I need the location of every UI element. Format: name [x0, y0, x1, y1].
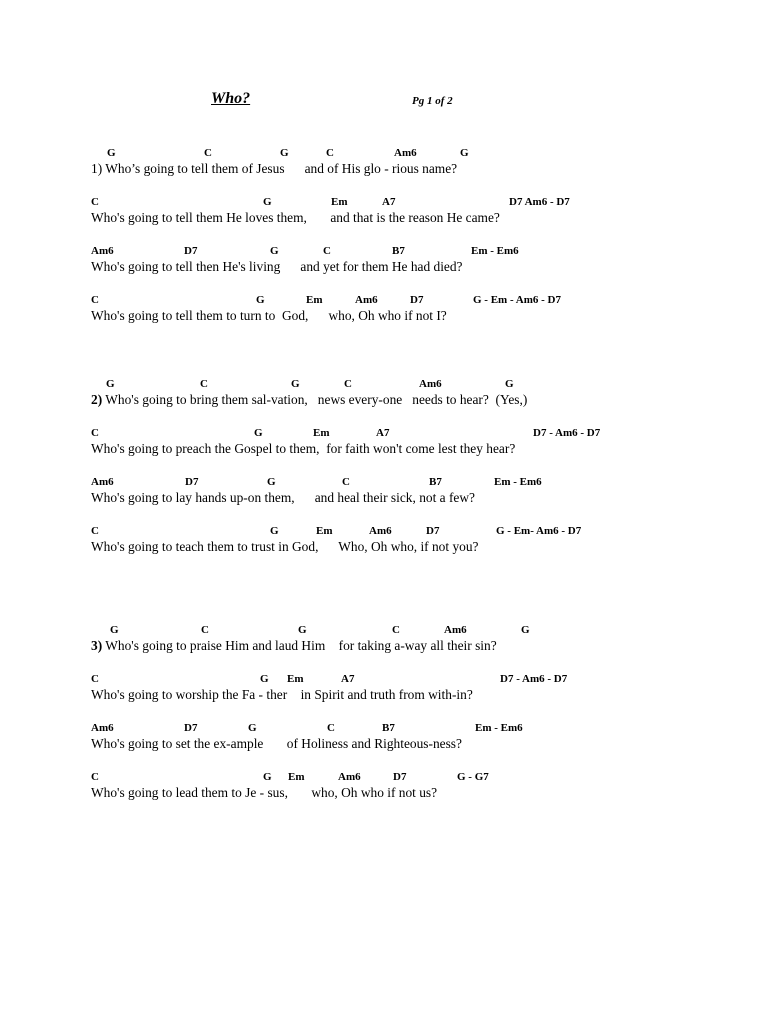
chord: G — [110, 624, 119, 636]
lyric-line — [91, 392, 527, 408]
chord: Em — [287, 673, 304, 685]
chord: A7 — [376, 427, 390, 439]
chord: C — [91, 771, 99, 783]
chord: Am6 — [91, 245, 114, 257]
chord: D7 - Am6 - D7 — [500, 673, 568, 685]
lyric-line: Who's going to preach the Gospel to them, for faith won't come lest they hear? — [91, 441, 516, 456]
chord: G — [280, 147, 289, 159]
chord: Em — [288, 771, 305, 783]
lyric-text: Who's going to praise Him and laud Him for taking a-way all their sin? — [102, 638, 497, 653]
chord: G - G7 — [457, 771, 489, 783]
chord: Em — [306, 294, 323, 306]
chord: Am6 — [355, 294, 378, 306]
chord: C — [91, 427, 99, 439]
chord: C — [204, 147, 212, 159]
chord: B7 — [382, 722, 395, 734]
lyric-text: Who's going to bring them sal-vation, news every-one needs to hear? (Yes,) — [102, 392, 528, 407]
chord: D7 — [184, 722, 198, 734]
chord: C — [91, 196, 99, 208]
chord: G - Em - Am6 - D7 — [473, 294, 561, 306]
song-title: Who? — [211, 90, 251, 107]
chord: C — [327, 722, 335, 734]
chord: D7 Am6 - D7 — [509, 196, 570, 208]
chord: Am6 — [91, 476, 114, 488]
verse-number: 3) — [91, 638, 103, 653]
lyric-line: Who's going to set the ex-ample of Holiness and Righteous-ness? — [91, 736, 462, 751]
chord: G — [505, 378, 514, 390]
chord: Em — [313, 427, 330, 439]
chord: A7 — [382, 196, 396, 208]
chord: G — [298, 624, 307, 636]
chord: C — [342, 476, 350, 488]
chord: C — [326, 147, 334, 159]
lyric-line: Who's going to tell them He loves them, and that is the reason He came? — [91, 210, 500, 225]
chord: A7 — [341, 673, 355, 685]
chord: Am6 — [444, 624, 467, 636]
chord: G — [270, 245, 279, 257]
chord: C — [200, 378, 208, 390]
chord: G — [260, 673, 269, 685]
chord: Em - Em6 — [471, 245, 519, 257]
lyric-line — [91, 638, 497, 654]
chord: Am6 — [394, 147, 417, 159]
lyric-line: Who's going to lead them to Je - sus, who, Oh who if not us? — [91, 785, 438, 800]
chord: Em — [331, 196, 348, 208]
chord: G — [254, 427, 263, 439]
chord: C — [201, 624, 209, 636]
lyric-line: Who's going to tell then He's living and yet for them He had died? — [91, 259, 463, 274]
chord: C — [91, 294, 99, 306]
chord: G — [107, 147, 116, 159]
chord: Em — [316, 525, 333, 537]
lyric-line: Who's going to teach them to trust in God, Who, Oh who, if not you? — [91, 539, 479, 554]
chord: G — [521, 624, 530, 636]
page-number: Pg 1 of 2 — [412, 95, 453, 107]
chord: Am6 — [338, 771, 361, 783]
chord: G — [270, 525, 279, 537]
chord: B7 — [392, 245, 405, 257]
verse-number: 2) — [91, 392, 103, 407]
lyric-line: Who's going to lay hands up-on them, and heal their sick, not a few? — [91, 490, 475, 505]
chord: G — [263, 196, 272, 208]
chord: C — [323, 245, 331, 257]
lyric-line: 1) Who’s going to tell them of Jesus and of His glo - rious name? — [91, 161, 458, 176]
chord: G — [267, 476, 276, 488]
chord: D7 — [185, 476, 199, 488]
chord: D7 — [184, 245, 198, 257]
chord: Em - Em6 — [494, 476, 542, 488]
chord: Am6 — [369, 525, 392, 537]
lyric-line: Who's going to tell them to turn to God, who, Oh who if not I? — [91, 308, 447, 323]
chord: C — [392, 624, 400, 636]
chord: D7 - Am6 - D7 — [533, 427, 601, 439]
chord: Am6 — [91, 722, 114, 734]
chord: G — [460, 147, 469, 159]
chord: C — [91, 525, 99, 537]
chord: C — [91, 673, 99, 685]
chord: D7 — [426, 525, 440, 537]
chord: G — [106, 378, 115, 390]
chord: G — [263, 771, 272, 783]
chord: G - Em- Am6 - D7 — [496, 525, 582, 537]
lyric-line: Who's going to worship the Fa - ther in Spirit and truth from with-in? — [91, 687, 473, 702]
chord: Em - Em6 — [475, 722, 523, 734]
chord: C — [344, 378, 352, 390]
chord: G — [291, 378, 300, 390]
chord: G — [256, 294, 265, 306]
chord: Am6 — [419, 378, 442, 390]
chord: G — [248, 722, 257, 734]
chord: B7 — [429, 476, 442, 488]
chord: D7 — [410, 294, 424, 306]
chord: D7 — [393, 771, 407, 783]
